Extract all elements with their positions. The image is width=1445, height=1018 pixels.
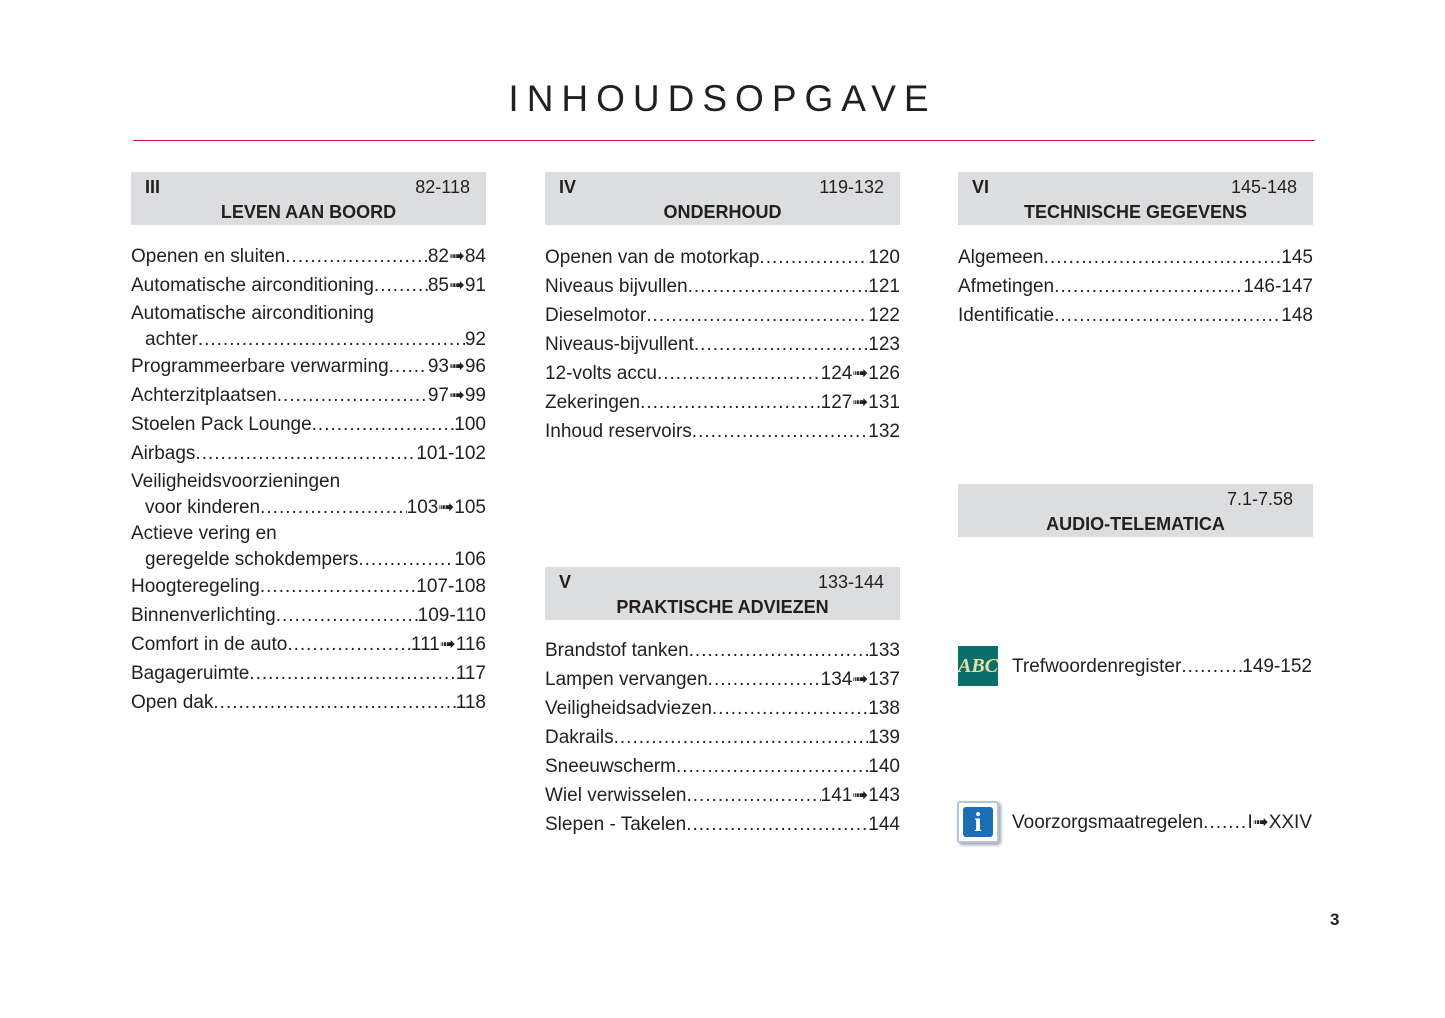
toc-entry[interactable]: Airbags ..... 101-102 [131, 439, 486, 468]
toc-entry[interactable]: Dieselmotor ..... 122 [545, 301, 900, 330]
section-iii [131, 172, 486, 717]
toc-entry[interactable]: Algemeen ..... 145 [958, 243, 1313, 272]
toc-entry[interactable]: Achterzitplaatsen ..... 97➟99 [131, 381, 486, 410]
section-title: PRAKTISCHE ADVIEZEN [616, 597, 829, 617]
toc-entry[interactable]: Zekeringen ..... 127➟131 [545, 388, 900, 417]
section-iv [545, 172, 900, 446]
section-header [545, 567, 900, 620]
toc-entry[interactable]: Sneeuwscherm ..... 140 [545, 752, 900, 781]
section-vi [958, 172, 1313, 330]
toc-list [958, 243, 1313, 330]
section-pages: 145-148 [1230, 177, 1297, 197]
toc-entry[interactable]: 12-volts accu ..... 124➟126 [545, 359, 900, 388]
section-title: TECHNISCHE GEGEVENS [1023, 202, 1248, 222]
toc-entry[interactable]: Brandstof tanken ..... 133 [545, 636, 900, 665]
precautions-entry[interactable]: Voorzorgsmaatregelen ..... I➟XXIV [1012, 808, 1312, 837]
toc-entry[interactable]: Veiligheidsadviezen ..... 138 [545, 694, 900, 723]
toc-entry[interactable]: Hoogteregeling ..... 107-108 [131, 572, 486, 601]
toc-entry[interactable]: Bagageruimte ..... 117 [131, 659, 486, 688]
toc-list [131, 242, 486, 717]
toc-list [545, 243, 900, 446]
section-audio-telematica[interactable] [958, 484, 1313, 537]
section-title: AUDIO-TELEMATICA [1046, 514, 1225, 534]
section-title: ONDERHOUD [663, 202, 782, 222]
alphabet-index-icon: ABC [958, 646, 998, 686]
page-title: INHOUDSOPGAVE [508, 78, 937, 119]
section-header [958, 484, 1313, 537]
toc-entry[interactable]: Stoelen Pack Lounge ..... 100 [131, 410, 486, 439]
info-icon: i [957, 801, 999, 843]
toc-entry[interactable]: Niveaus bijvullen ..... 121 [545, 272, 900, 301]
toc-entry[interactable]: Dakrails ..... 139 [545, 723, 900, 752]
toc-list [545, 636, 900, 839]
section-header [958, 172, 1313, 225]
section-title: LEVEN AAN BOORD [220, 202, 397, 222]
section-header [545, 172, 900, 225]
section-pages: 133-144 [817, 572, 884, 592]
section-v [545, 567, 900, 839]
section-pages: 119-132 [819, 177, 884, 197]
toc-entry[interactable]: Automatische airconditioning achter ..... 92 [131, 300, 486, 352]
title-divider [133, 140, 1315, 141]
toc-entry[interactable]: Programmeerbare verwarming ..... 93➟96 [131, 352, 486, 381]
toc-entry[interactable]: Open dak ..... 118 [131, 688, 486, 717]
toc-entry[interactable]: Wiel verwisselen ..... 141➟143 [545, 781, 900, 810]
section-header [131, 172, 486, 225]
toc-entry[interactable]: Veiligheidsvoorzieningen voor kinderen ..... 103➟105 [131, 468, 486, 520]
toc-entry[interactable]: Afmetingen ..... 146-147 [958, 272, 1313, 301]
index-entry[interactable]: Trefwoordenregister ..... 149-152 [1012, 652, 1312, 681]
section-number: IV [559, 177, 577, 197]
toc-entry[interactable]: Slepen - Takelen ..... 144 [545, 810, 900, 839]
toc-entry[interactable]: Lampen vervangen ..... 134➟137 [545, 665, 900, 694]
section-pages: 7.1-7.58 [1226, 489, 1293, 509]
toc-entry[interactable]: Openen en sluiten ..... 82➟84 [131, 242, 486, 271]
toc-entry[interactable]: Comfort in de auto ..... 111➟116 [131, 630, 486, 659]
toc-entry[interactable]: Binnenverlichting ..... 109-110 [131, 601, 486, 630]
toc-entry[interactable]: Actieve vering en geregelde schokdempers ..... 106 [131, 520, 486, 572]
toc-entry[interactable]: Openen van de motorkap ..... 120 [545, 243, 900, 272]
section-number: VI [972, 177, 990, 197]
toc-entry[interactable]: Inhoud reservoirs ..... 132 [545, 417, 900, 446]
toc-entry[interactable]: Identificatie ..... 148 [958, 301, 1313, 330]
page-number: 3 [1330, 910, 1340, 929]
toc-entry[interactable]: Automatische airconditioning ..... 85➟91 [131, 271, 486, 300]
section-number: V [559, 572, 572, 592]
toc-entry[interactable]: Niveaus-bijvullent ..... 123 [545, 330, 900, 359]
section-number: III [145, 177, 161, 197]
section-pages: 82-118 [415, 177, 470, 197]
